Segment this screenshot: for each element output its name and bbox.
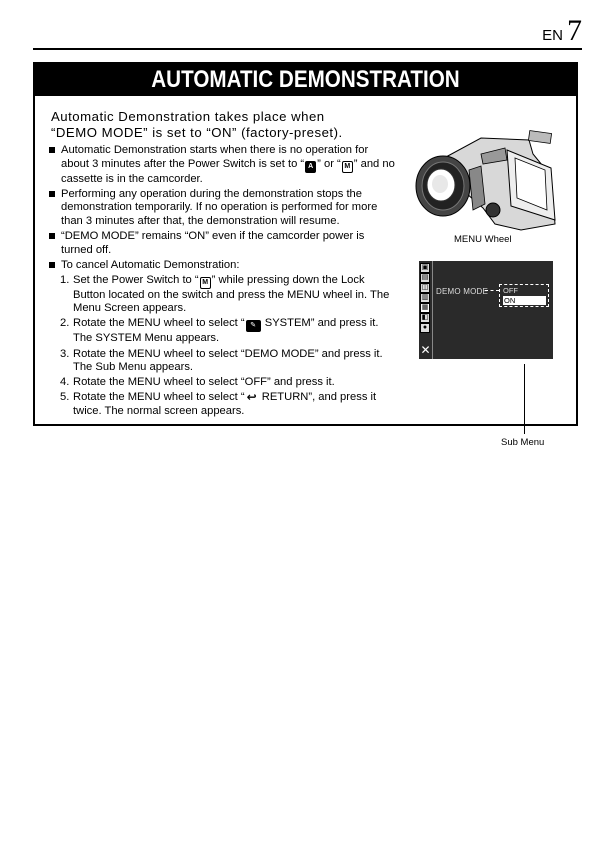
bullet-item: “DEMO MODE” remains “ON” even if the camcorder power is turned off.	[49, 230, 399, 257]
demo-mode-item: DEMO MODE	[436, 287, 489, 296]
screen-divider	[432, 261, 433, 359]
header-rule	[33, 48, 582, 50]
display-menu-icon: ◫	[421, 284, 429, 291]
return-icon: ↩	[246, 390, 257, 405]
close-icon: ✕	[420, 343, 431, 357]
step-item: 1. Set the Power Switch to “ M ” while pressing down the Lock Button located on the switch and press the MENU wheel in. The Menu Screen appears.	[60, 273, 390, 315]
language-code: EN	[542, 27, 563, 44]
bullet-item: Performing any operation during the demonstration stops the demonstration temporarily. If no operation is performed for more than 3 minutes after that, the demonstration will resume.	[49, 188, 399, 229]
auto-mode-icon: A	[305, 161, 316, 173]
menu-icon-column	[420, 263, 431, 333]
sub-menu-label: Sub Menu	[501, 437, 545, 448]
bullet-item: Automatic Demonstration starts when there is no operation for about 3 minutes after the Power Switch is set to “ A ” or “ M ” and no cassette is in the camcorder.	[49, 144, 399, 186]
menu-screen	[419, 261, 553, 359]
camcorder-illustration	[411, 124, 559, 232]
title-bar	[35, 64, 576, 96]
menu-wheel-label: MENU Wheel	[454, 234, 512, 245]
system-menu-icon: ▦	[421, 304, 429, 311]
section-box	[33, 62, 578, 448]
option-off: OFF	[503, 286, 518, 295]
bullet-square-icon	[49, 233, 55, 239]
page-header	[542, 16, 582, 46]
step-item: 4. Rotate the MENU wheel to select “OFF” and press it.	[60, 376, 335, 389]
camera-menu-icon: ▣	[421, 264, 429, 271]
step-item: 2. Rotate the MENU wheel to select “ ✎ SYSTEM” and press it. The SYSTEM Menu appears.	[60, 317, 379, 345]
page-number: 7	[567, 14, 582, 47]
system-menu-icon: ✎	[246, 320, 261, 332]
manual-menu-icon: ▤	[421, 274, 429, 281]
bullet-square-icon	[49, 262, 55, 268]
section-title: AUTOMATIC DEMONSTRATION	[151, 66, 460, 93]
manual-mode-icon: M	[342, 161, 353, 173]
intro-text: Automatic Demonstration takes place when “DEMO MODE” is set to “ON” (factory-preset).	[51, 109, 343, 140]
step-item: 5. Rotate the MENU wheel to select “ ↩ RETURN”, and press it twice. The normal screen appears.	[60, 390, 377, 417]
connector-line	[485, 290, 499, 291]
option-on: ON	[503, 296, 546, 305]
step-item: 3. Rotate the MENU wheel to select “DEMO MODE” and press it. The Sub Menu appears.	[60, 347, 383, 374]
bullet-item: To cancel Automatic Demonstration:	[49, 259, 399, 273]
manual-mode-icon: M	[200, 277, 211, 289]
bullet-square-icon	[49, 147, 55, 153]
setting-menu-icon: ◧	[421, 314, 429, 321]
camera-icon: ●	[420, 323, 430, 333]
sub-menu-leader-line	[524, 364, 525, 434]
date-menu-icon: ▥	[421, 294, 429, 301]
instruction-list	[49, 144, 399, 419]
sub-menu	[499, 284, 549, 307]
bullet-square-icon	[49, 191, 55, 197]
